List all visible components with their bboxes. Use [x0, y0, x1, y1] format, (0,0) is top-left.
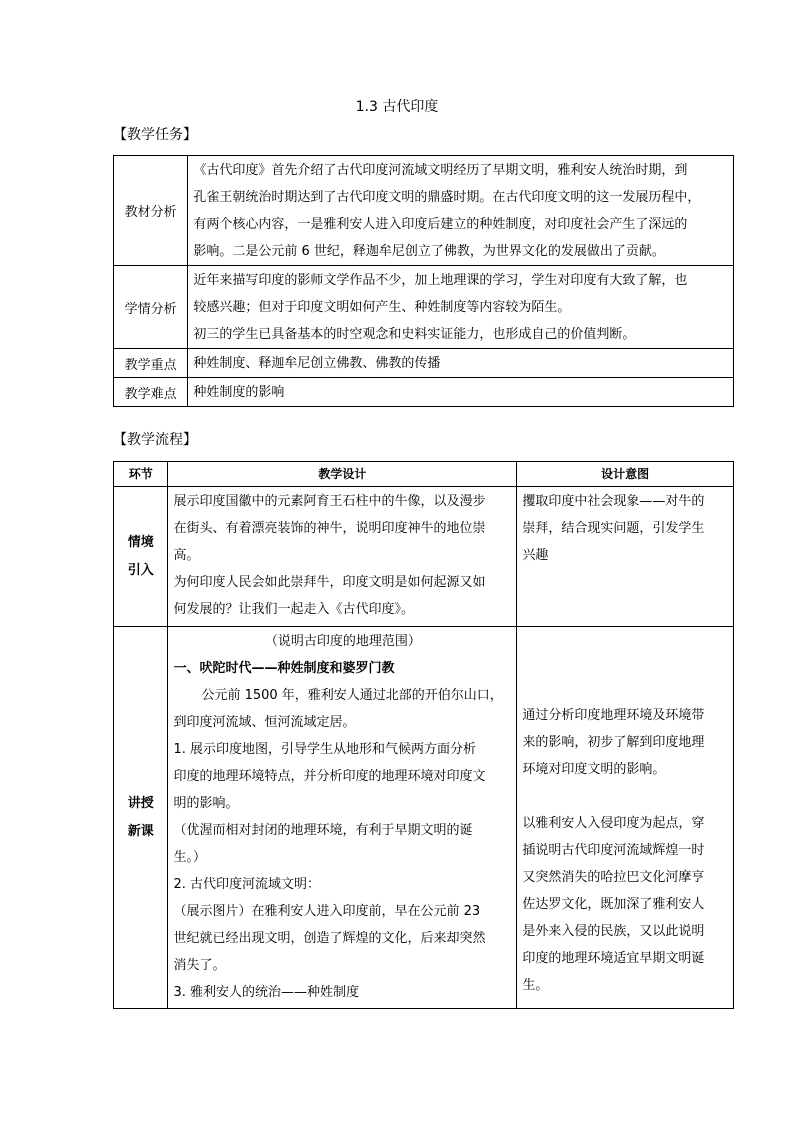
text-line: 种姓制度、释迦牟尼创立佛教、佛教的传播: [193, 356, 441, 371]
stage-label-line: 引入: [127, 562, 154, 578]
stage-label-line: 新课: [127, 823, 154, 839]
learner-analysis-content: [188, 266, 734, 349]
stage-label-line: 情境: [127, 534, 154, 550]
intro-design-content: [168, 487, 517, 627]
text-line: 明的影响。: [173, 796, 239, 811]
row-label-difficult-points: 教学难点: [114, 378, 188, 407]
text-line: 《古代印度》首先介绍了古代印度河流域文明经历了早期文明，雅利安人统治时期，到: [193, 163, 688, 178]
text-line: 世纪就已经出现文明，创造了辉煌的文化，后来却突然: [173, 931, 486, 946]
text-line: 生。: [522, 978, 549, 993]
textbook-analysis-content: [188, 156, 734, 266]
text-line: 插说明古代印度河流域辉煌一时: [522, 843, 705, 858]
text-line: 有两个核心内容，一是雅利安人进入印度后建立的种姓制度，对印度社会产生了深远的: [193, 217, 688, 232]
stage-label-new-lesson: [114, 627, 168, 1009]
text-line: 环境对印度文明的影响。: [522, 762, 666, 777]
text-line: 为何印度人民会如此崇拜牛，印度文明是如何起源又如: [173, 575, 486, 590]
column-header-design: 教学设计: [168, 462, 517, 487]
teaching-flow-table: [113, 461, 734, 1009]
stage-label-line: 讲授: [127, 795, 154, 811]
text-line: 影响。二是公元前 6 世纪，释迦牟尼创立了佛教，为世界文化的发展做出了贡献。: [193, 244, 665, 259]
column-header-stage: 环节: [114, 462, 168, 487]
text-line: 种姓制度的影响: [193, 385, 285, 400]
stage-label-intro: [114, 487, 168, 627]
text-line: 1. 展示印度地图，引导学生从地形和气候两方面分析: [173, 742, 476, 757]
text-line: 印度的地理环境特点，并分析印度的地理环境对印度文: [173, 769, 486, 784]
key-points-content: [188, 349, 734, 378]
text-line: （展示图片）在雅利安人进入印度前，早在公元前 23: [173, 904, 481, 919]
table-header-row: [114, 462, 734, 487]
text-line: （优渥而相对封闭的地理环境，有利于早期文明的诞: [173, 823, 473, 838]
text-line: 通过分析印度地理环境及环境带: [522, 708, 705, 723]
text-line: 又突然消失的哈拉巴文化河摩亨: [522, 870, 705, 885]
row-label-learner-analysis: 学情分析: [114, 266, 188, 349]
text-line: 生。）: [173, 850, 206, 865]
row-label-textbook-analysis: 教材分析: [114, 156, 188, 266]
table-row: [114, 156, 734, 266]
new-lesson-intent-content: [517, 627, 734, 1009]
text-line: 攫取印度中社会现象——对牛的: [522, 494, 705, 509]
text-line: 在街头、有着漂亮装饰的神牛，说明印度神牛的地位崇: [173, 521, 486, 536]
text-line: 佐达罗文化，既加深了雅利安人: [522, 897, 705, 912]
table-row: [114, 627, 734, 1009]
text-line: 孔雀王朝统治时期达到了古代印度文明的鼎盛时期。在古代印度文明的这一发展历程中，: [193, 190, 701, 205]
text-line: 兴趣: [522, 548, 549, 563]
page-title: 1.3 古代印度: [355, 99, 439, 115]
text-line: 3. 雅利安人的统治——种姓制度: [173, 985, 359, 1000]
text-line: 来的影响，初步了解到印度地理: [522, 735, 705, 750]
text-line: 较感兴趣；但对于印度文明如何产生、种姓制度等内容较为陌生。: [193, 300, 571, 315]
text-line: 初三的学生已具备基本的时空观念和史料实证能力，也形成自己的价值判断。: [193, 327, 636, 342]
teaching-task-table: [113, 155, 734, 407]
intro-intent-content: [517, 487, 734, 627]
content-heading: 一、吠陀时代——种姓制度和婆罗门教: [173, 661, 395, 676]
section-heading-teaching-flow: 【教学流程】: [113, 432, 197, 448]
row-label-key-points: 教学重点: [114, 349, 188, 378]
text-line: 高。: [173, 548, 200, 563]
text-line: 2. 古代印度河流域文明：: [173, 877, 320, 892]
text-line: 是外来入侵的民族，又以此说明: [522, 924, 705, 939]
text-line: 崇拜，结合现实问题，引发学生: [522, 521, 705, 536]
text-line: 近年来描写印度的影师文学作品不少，加上地理课的学习，学生对印度有大致了解，也: [193, 273, 688, 288]
new-lesson-design-content: [168, 627, 517, 1009]
table-row: [114, 349, 734, 378]
text-line: 公元前 1500 年，雅利安人通过北部的开伯尔山口，: [201, 688, 503, 703]
section-heading-teaching-tasks: 【教学任务】: [113, 127, 197, 143]
text-line: 到印度河流域、恒河流域定居。: [173, 715, 356, 730]
text-line: 何发展的？让我们一起走入《古代印度》。: [173, 602, 414, 617]
column-header-intent: 设计意图: [517, 462, 734, 487]
text-line: 印度的地理环境适宜早期文明诞: [522, 951, 705, 966]
text-line: 消失了。: [173, 958, 226, 973]
table-row: [114, 266, 734, 349]
difficult-points-content: [188, 378, 734, 407]
text-line-centered: （说明古印度的地理范围）: [264, 634, 421, 649]
table-row: [114, 378, 734, 407]
text-line: 展示印度国徽中的元素阿育王石柱中的牛像，以及漫步: [173, 494, 486, 509]
text-line: 以雅利安人入侵印度为起点，穿: [522, 816, 705, 831]
table-row: [114, 487, 734, 627]
